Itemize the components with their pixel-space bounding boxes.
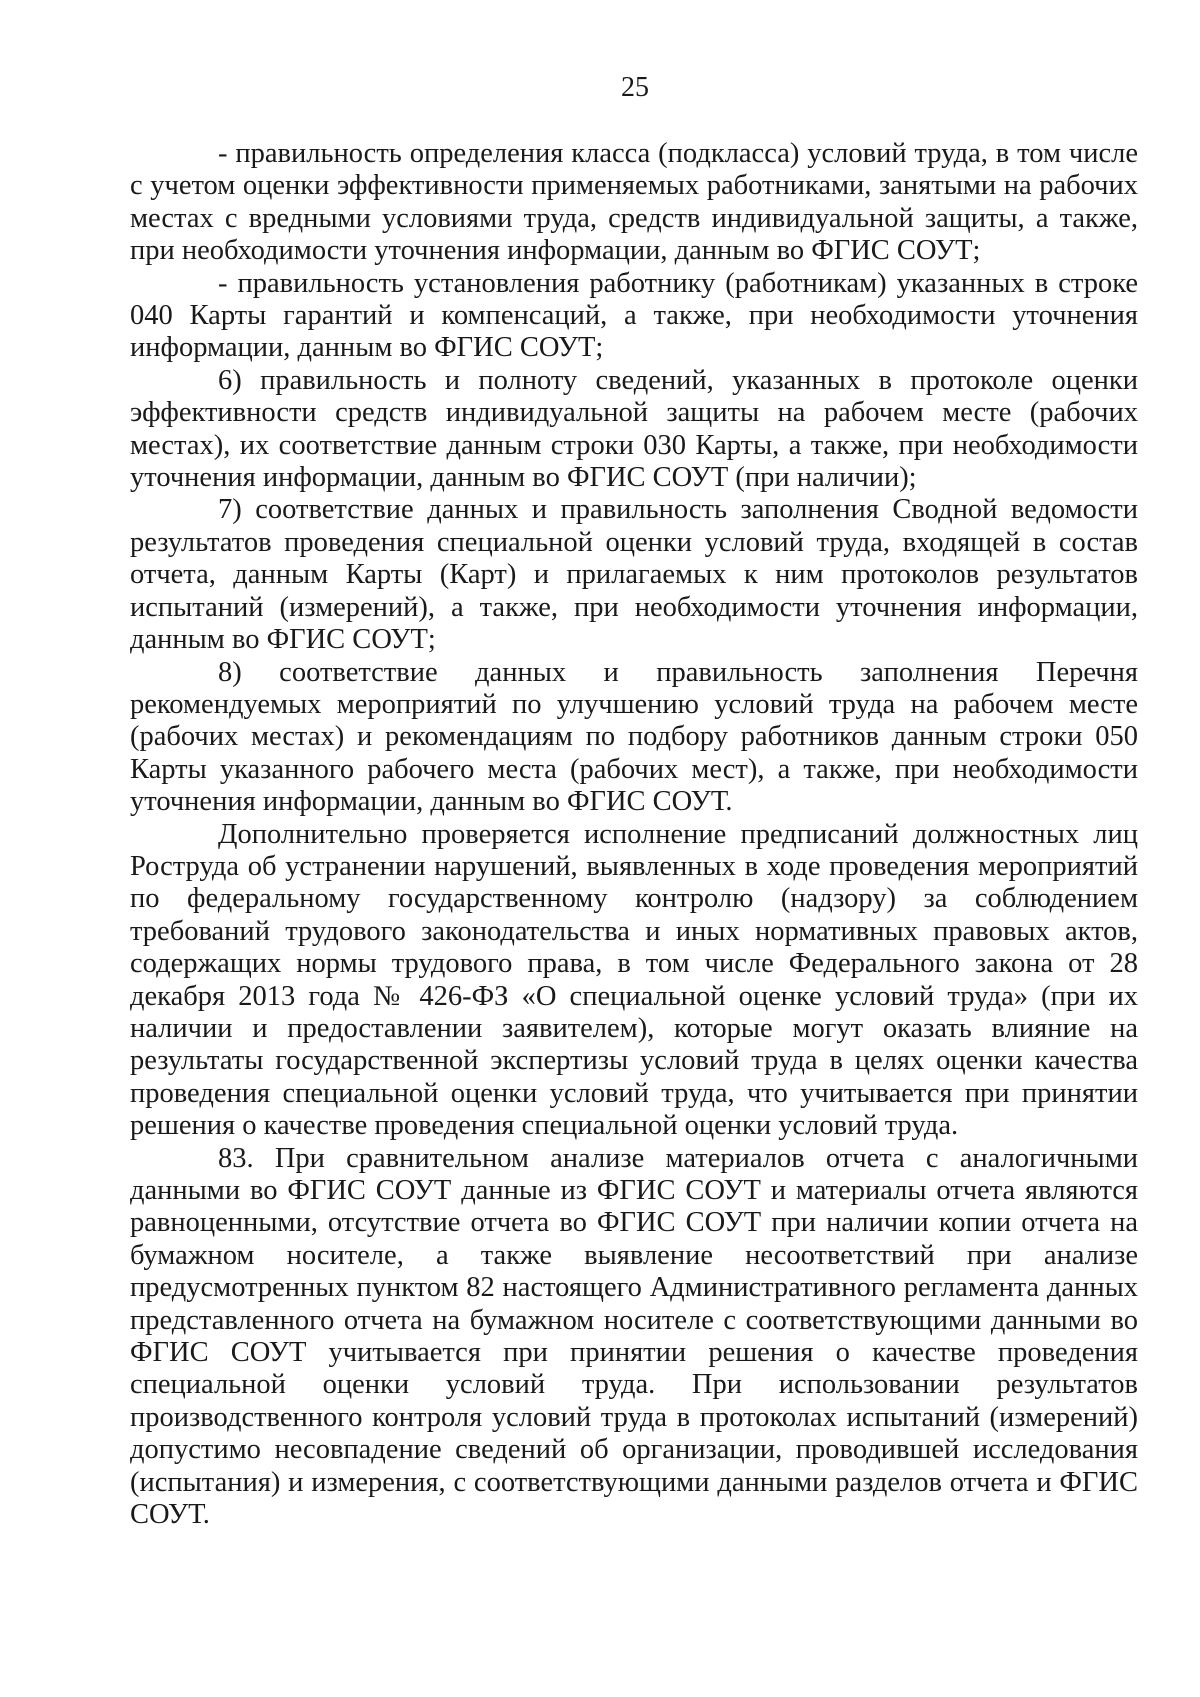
paragraph-guarantees-compensations: - правильность установления работнику (работникам) указанных в строке 040 Карты гарантий и компенсаций, а также, при необходимости уточнения информации, данным во ФГИС СОУТ; — [130, 267, 1138, 364]
paragraph-class-determination: - правильность определения класса (подкласса) условий труда, в том числе с учетом оценки эффективности применяемых работниками, занятыми на рабочих местах с вредными условиями труда, средств индивидуальной защиты, а также, при необходимости уточнения информации, данным во ФГИС СОУТ; — [130, 138, 1138, 267]
paragraph-additional-check: Дополнительно проверяется исполнение предписаний должностных лиц Роструда об устранении нарушений, выявленных в ходе проведения мероприятий по федеральному государственному контролю (надзору) за соблюдением требований трудового законодательства и иных нормативных правовых актов, содержащих нормы трудового права, в том числе Федерального закона от 28 декабря 2013 года № 426-ФЗ «О специальной оценке условий труда» (при их наличии и предоставлении заявителем), которые могут оказать влияние на результаты государственной экспертизы условий труда в целях оценки качества проведения специальной оценки условий труда, что учитывается при принятии решения о качестве проведения специальной оценки условий труда. — [130, 818, 1138, 1142]
paragraph-item-7: 7) соответствие данных и правильность заполнения Сводной ведомости результатов проведения специальной оценки условий труда, входящей в состав отчета, данным Карты (Карт) и прилагаемых к ним протоколов результатов испытаний (измерений), а также, при необходимости уточнения информации, данным во ФГИС СОУТ; — [130, 494, 1138, 656]
paragraph-item-8: 8) соответствие данных и правильность заполнения Перечня рекомендуемых мероприятий по улучшению условий труда на рабочем месте (рабочих местах) и рекомендациям по подбору работников данным строки 050 Карты указанного рабочего места (рабочих мест), а также, при необходимости уточнения информации, данным во ФГИС СОУТ. — [130, 656, 1138, 818]
paragraph-item-6: 6) правильность и полноту сведений, указанных в протоколе оценки эффективности средств индивидуальной защиты на рабочем месте (рабочих местах), их соответствие данным строки 030 Карты, а также, при необходимости уточнения информации, данным во ФГИС СОУТ (при наличии); — [130, 364, 1138, 494]
document-body — [130, 138, 1138, 1531]
paragraph-item-83: 83. При сравнительном анализе материалов отчета с аналогичными данными во ФГИС СОУТ данные из ФГИС СОУТ и материалы отчета являются равноценными, отсутствие отчета во ФГИС СОУТ при наличии копии отчета на бумажном носителе, а также выявление несоответствий при анализе предусмотренных пунктом 82 настоящего Административного регламента данных представленного отчета на бумажном носителе с соответствующими данными во ФГИС СОУТ учитывается при принятии решения о качестве проведения специальной оценки условий труда. При использовании результатов производственного контроля условий труда в протоколах испытаний (измерений) допустимо несовпадение сведений об организации, проводившей исследования (испытания) и измерения, с соответствующими данными разделов отчета и ФГИС СОУТ. — [130, 1142, 1138, 1531]
page-number: 25 — [621, 72, 649, 103]
